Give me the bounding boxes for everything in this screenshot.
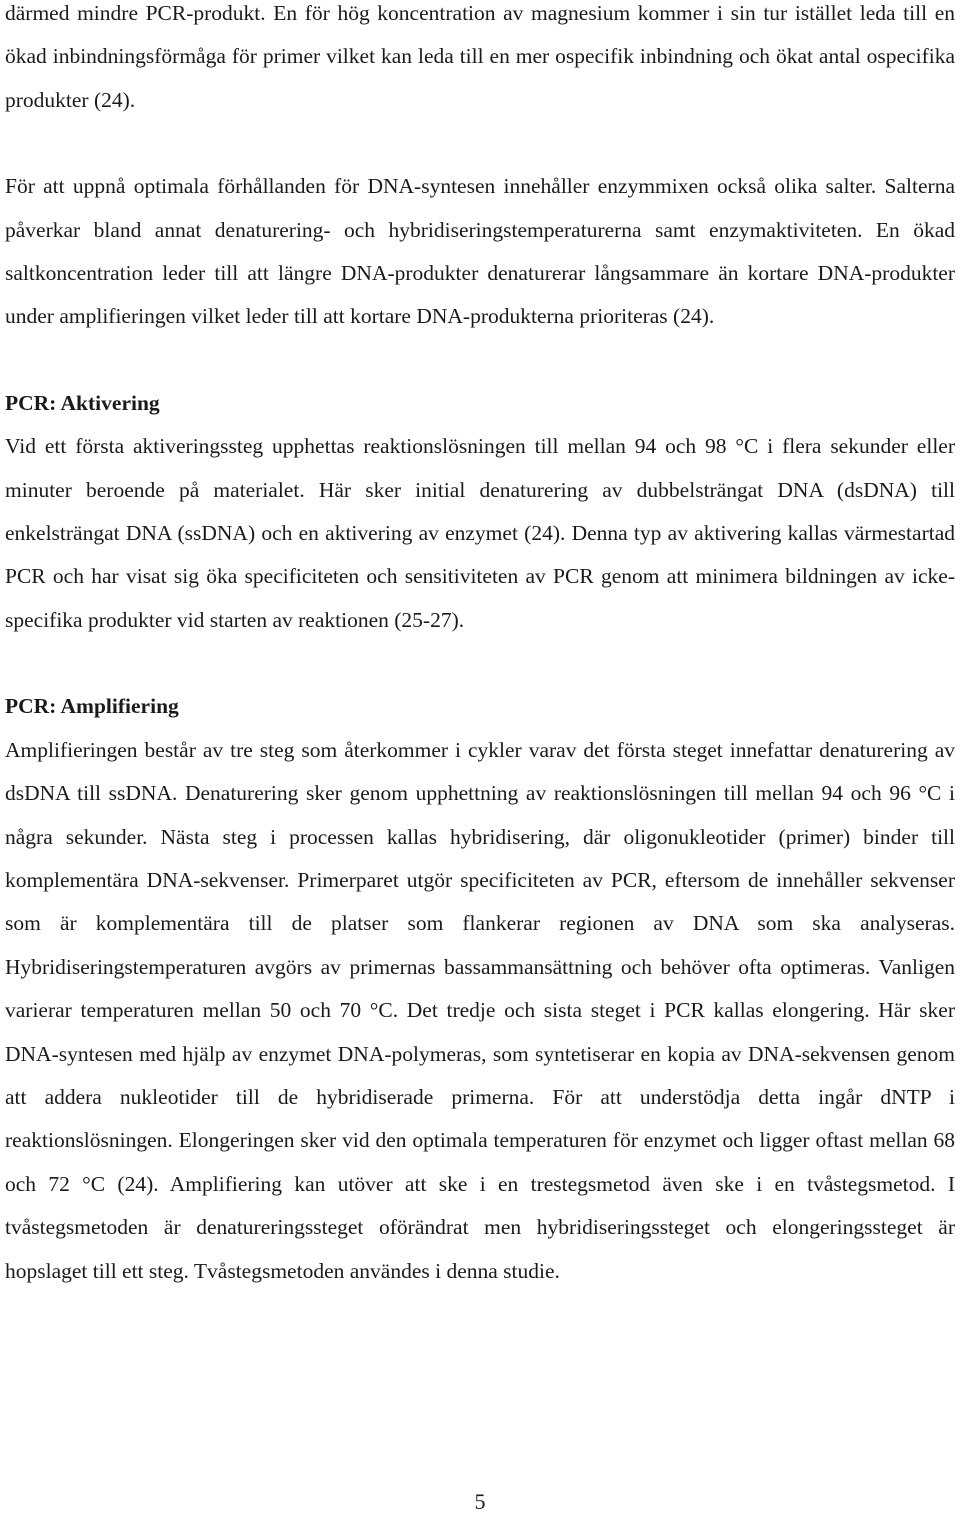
paragraph-salts: För att uppnå optimala förhållanden för DNA-syntesen innehåller enzymmixen också olika salter. Salterna påverkar bland annat denaturering- och hybridiseringstemperaturerna samt enzymaktiviteten. En ökad saltkoncentration leder till att längre DNA-produkter denaturerar långsammare än kortare DNA-produkter under amplifieringen vilket leder till att kortare DNA-produkterna prioriteras (24). xyxy=(5,174,955,329)
paragraph-amplification: Amplifieringen består av tre steg som återkommer i cykler varav det första steget innefattar denaturering av dsDNA till ssDNA. Denaturering sker genom upphettning av reaktionslösningen till mellan 94 och 96 °C i några sekunder. Nästa steg i processen kallas hybridisering, där oligonukleotider (primer) binder till komplementära DNA-sekvenser. Primerparet utgör specificiteten av PCR, eftersom de innehåller sekvenser som är komplementära till de platser som flankerar regionen av DNA som ska analyseras. Hybridiseringstemperaturen avgörs av primernas bassammansättning och behöver ofta optimeras. Vanligen varierar temperaturen mellan 50 och 70 °C. Det tredje och sista steget i PCR kallas elongering. Här sker DNA-syntesen med hjälp av enzymet DNA-polymeras, som syntetiserar en kopia av DNA-sekvensen genom att addera nukleotider till de hybridiserade primerna. För att understödja detta ingår dNTP i reaktionslösningen. Elongeringen sker vid den optimala temperaturen för enzymet och ligger oftast mellan 68 och 72 °C (24). Amplifiering kan utöver att ske i en trestegsmetod även ske i en tvåstegsmetod. I tvåstegsmetoden är denatureringssteget oförändrat men hybridiseringssteget och elongeringssteget är hopslaget till ett steg. Tvåstegsmetoden användes i denna studie. xyxy=(5,737,955,1283)
document-page xyxy=(5,0,955,1293)
paragraph-magnesium: därmed mindre PCR-produkt. En för hög koncentration av magnesium kommer i sin tur istället leda till en ökad inbindningsförmåga för primer vilket kan leda till en mer ospecifik inbindning och ökat antal ospecifika produkter (24). xyxy=(5,1,955,112)
heading-pcr-activation: PCR: Aktivering xyxy=(5,390,160,415)
paragraph-activation: Vid ett första aktiveringssteg upphettas reaktionslösningen till mellan 94 och 98 °C i flera sekunder eller minuter beroende på materialet. Här sker initial denaturering av dubbelsträngat DNA (dsDNA) till enkelsträngat DNA (ssDNA) och en aktivering av enzymet (24). Denna typ av aktivering kallas värmestartad PCR och har visat sig öka specificiteten och sensitiviteten av PCR genom att minimera bildningen av icke-specifika produkter vid starten av reaktionen (25-27). xyxy=(5,434,955,632)
heading-pcr-amplification: PCR: Amplifiering xyxy=(5,694,179,719)
page-number: 5 xyxy=(474,1489,486,1514)
